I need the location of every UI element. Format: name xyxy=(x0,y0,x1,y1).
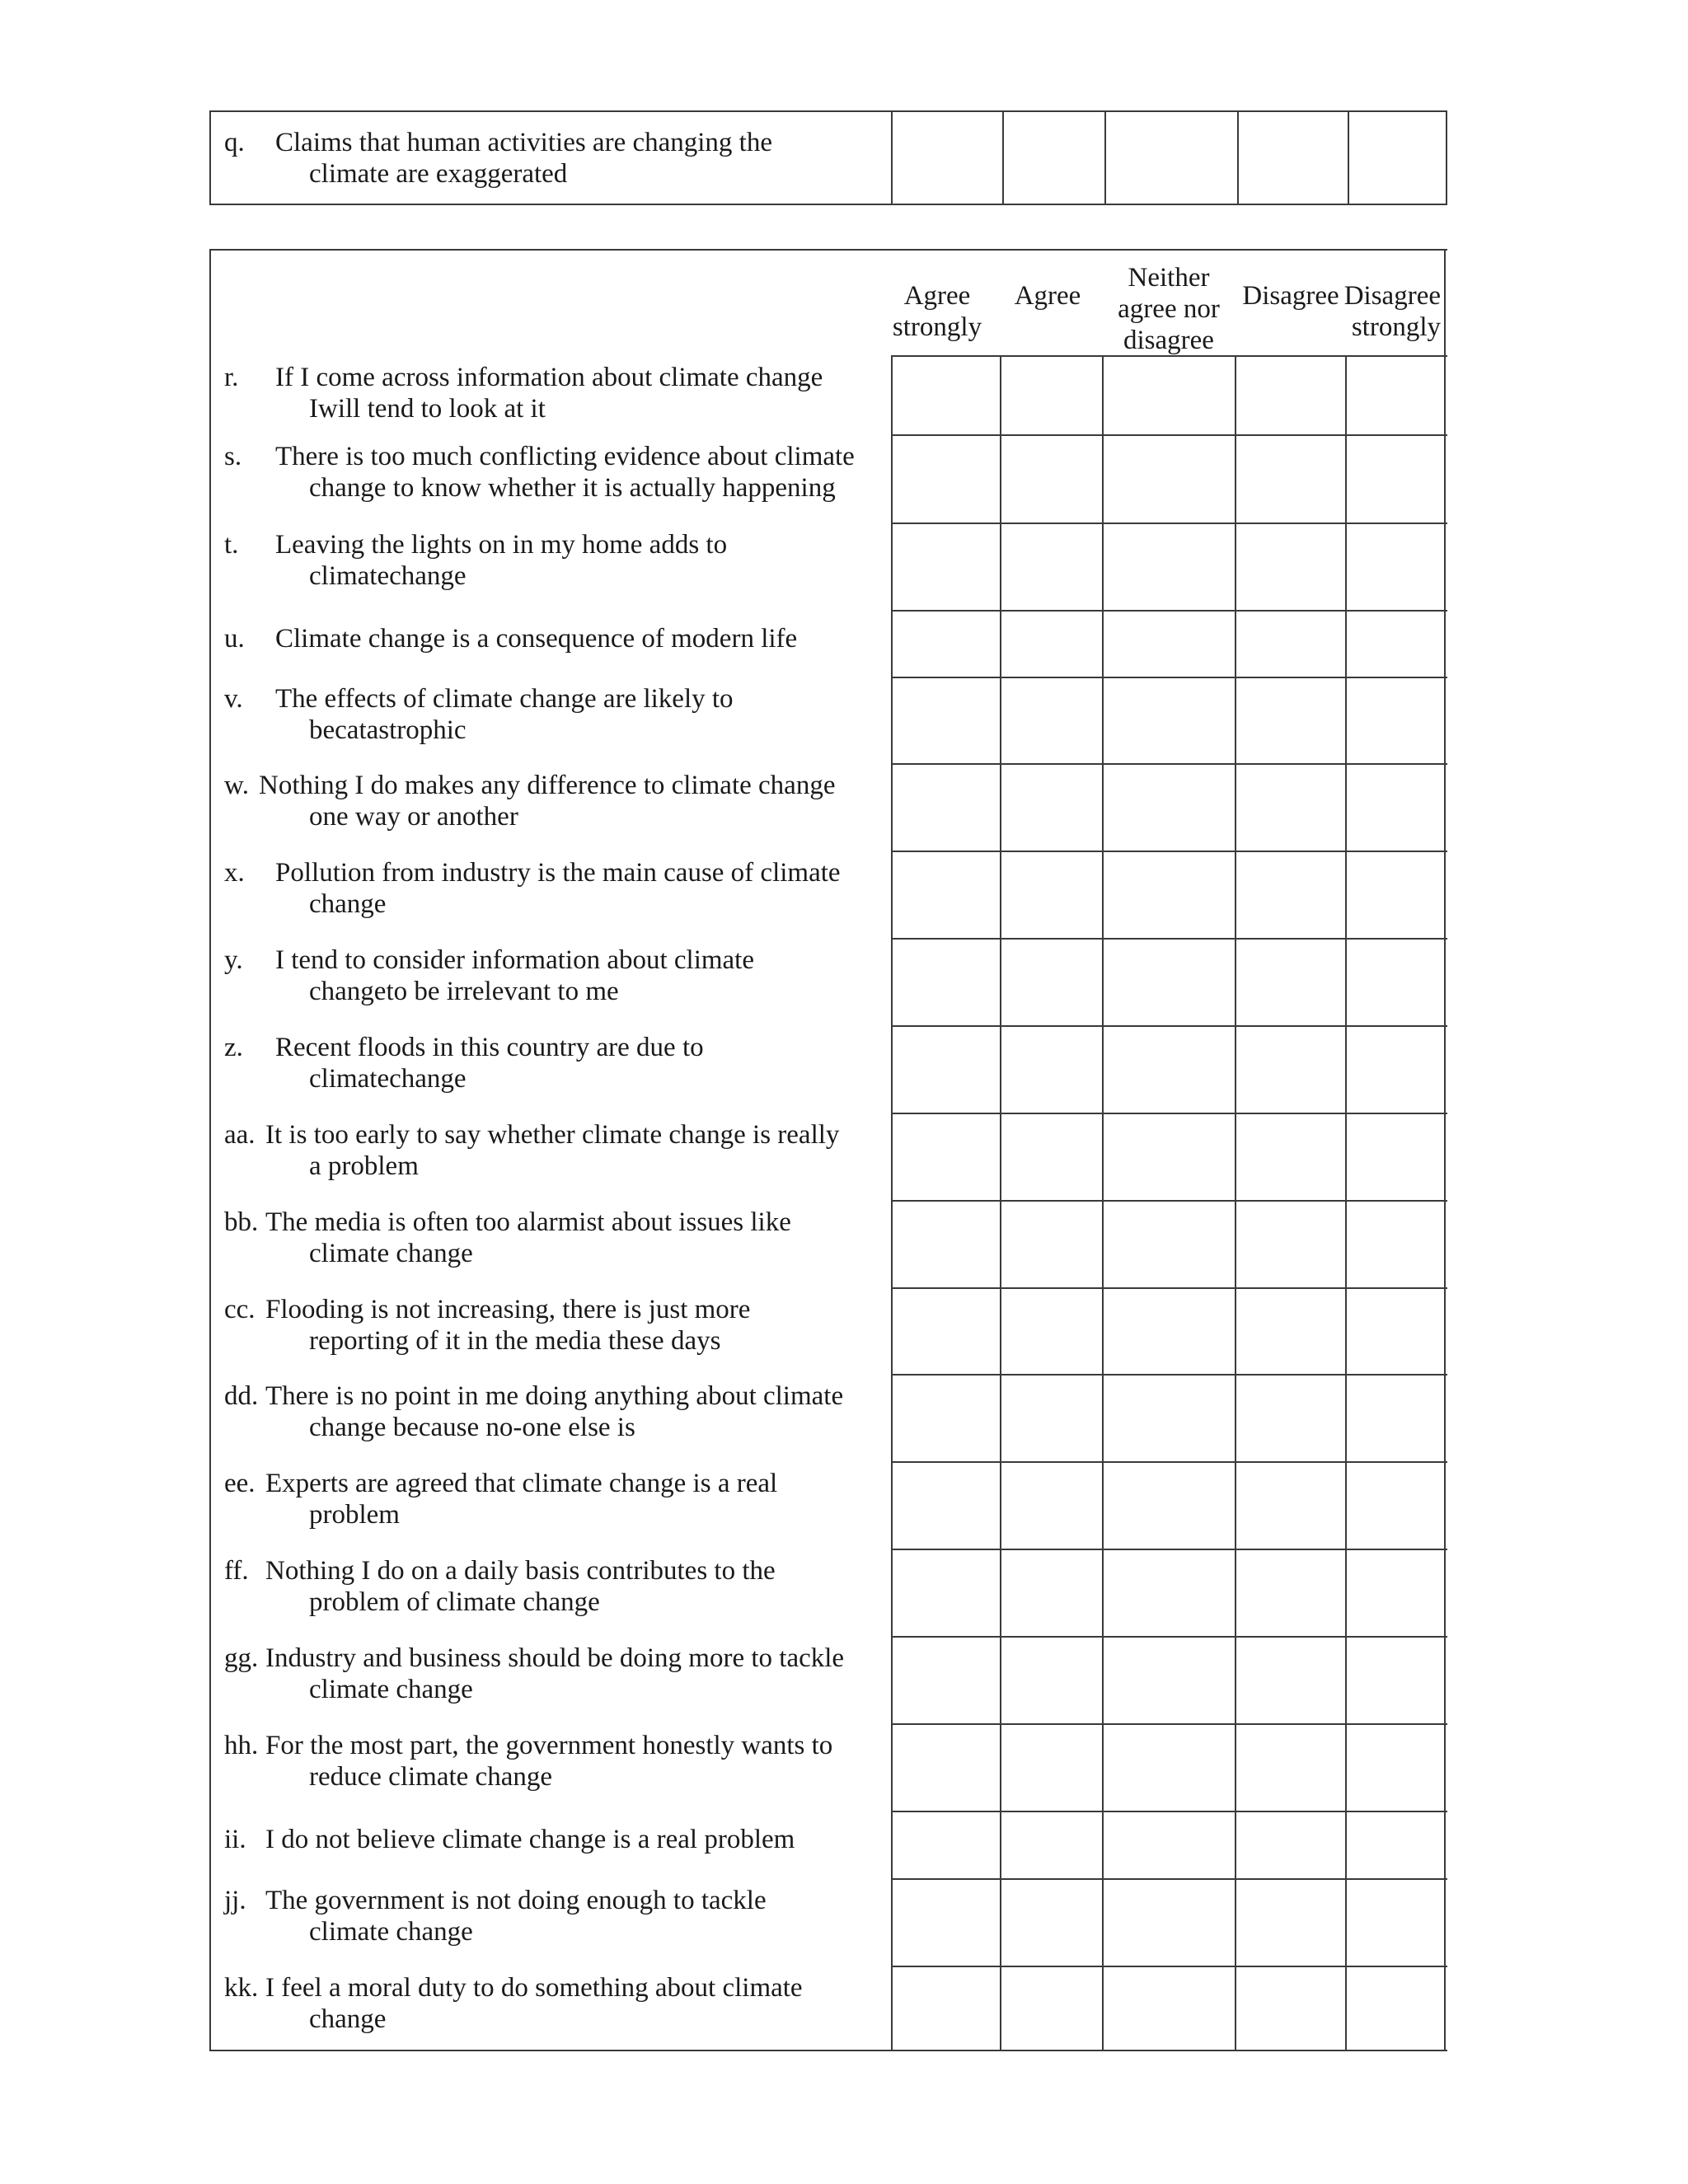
response-cell[interactable] xyxy=(1236,852,1345,938)
response-cell[interactable] xyxy=(893,612,1000,677)
response-cell-q-2[interactable] xyxy=(1004,112,1104,204)
response-cell[interactable] xyxy=(1347,1376,1444,1461)
item-text-line2: Iwill tend to look at it xyxy=(309,394,546,424)
column-header-line: agree nor xyxy=(1118,294,1220,324)
response-cell[interactable] xyxy=(1104,1550,1235,1636)
item-letter: ff. xyxy=(224,1556,249,1586)
response-cell[interactable] xyxy=(893,1114,1000,1200)
item-letter: z. xyxy=(224,1033,243,1062)
response-cell[interactable] xyxy=(1347,436,1444,523)
response-cell[interactable] xyxy=(1347,852,1444,938)
response-cell[interactable] xyxy=(1236,1550,1345,1636)
response-cell[interactable] xyxy=(1104,524,1235,610)
response-cell[interactable] xyxy=(893,1202,1000,1287)
response-cell[interactable] xyxy=(1347,1550,1444,1636)
response-cell[interactable] xyxy=(1236,612,1345,677)
item-text-line2: climate change xyxy=(309,1675,473,1704)
response-cell[interactable] xyxy=(1236,1289,1345,1374)
response-cell[interactable] xyxy=(1104,612,1235,677)
item-text-line2: climate are exaggerated xyxy=(309,159,568,189)
response-cell[interactable] xyxy=(1001,436,1102,523)
response-cell[interactable] xyxy=(1001,357,1102,434)
response-cell[interactable] xyxy=(1347,357,1444,434)
response-cell[interactable] xyxy=(1104,1880,1235,1966)
item-text-line1: Industry and business should be doing more to tackle xyxy=(265,1643,845,1673)
column-header-line: Neither xyxy=(1128,263,1210,293)
item-text-line1: Leaving the lights on in my home adds to xyxy=(275,530,728,560)
response-cell[interactable] xyxy=(1236,1967,1345,2050)
response-cell[interactable] xyxy=(1001,940,1102,1025)
response-cell[interactable] xyxy=(1104,1812,1235,1878)
item-letter: r. xyxy=(224,363,239,392)
response-cell-q-4[interactable] xyxy=(1239,112,1348,204)
response-cell[interactable] xyxy=(1236,1114,1345,1200)
response-cell[interactable] xyxy=(1347,1114,1444,1200)
item-text-line1: The effects of climate change are likely to xyxy=(275,684,734,714)
item-text-line1: It is too early to say whether climate change is really xyxy=(265,1120,840,1150)
response-cell[interactable] xyxy=(893,436,1000,523)
table-right-border xyxy=(1444,249,1446,2051)
item-text-line1: Pollution from industry is the main cause of climate xyxy=(275,858,841,888)
response-cell[interactable] xyxy=(1236,436,1345,523)
response-cell[interactable] xyxy=(1347,1967,1444,2050)
response-cell[interactable] xyxy=(1236,1812,1345,1878)
response-cell[interactable] xyxy=(1001,1967,1102,2050)
response-cell[interactable] xyxy=(1347,678,1444,763)
item-letter: u. xyxy=(224,623,245,654)
response-cell[interactable] xyxy=(1001,1202,1102,1287)
item-letter: s. xyxy=(224,442,242,471)
response-cell[interactable] xyxy=(1104,1027,1235,1113)
response-cell[interactable] xyxy=(893,1812,1000,1878)
response-cell-q-5[interactable] xyxy=(1349,112,1446,204)
response-cell[interactable] xyxy=(1347,1880,1444,1966)
response-cell[interactable] xyxy=(893,678,1000,763)
item-text-line1: There is no point in me doing anything about climate xyxy=(265,1381,844,1411)
response-cell[interactable] xyxy=(893,1376,1000,1461)
column-header-line: strongly xyxy=(1351,312,1441,342)
item-text-line2: climatechange xyxy=(309,1064,467,1094)
response-cell[interactable] xyxy=(1236,1376,1345,1461)
response-cell[interactable] xyxy=(1236,524,1345,610)
item-letter: ee. xyxy=(224,1469,256,1498)
response-cell[interactable] xyxy=(893,1880,1000,1966)
item-letter: w. xyxy=(224,771,249,800)
response-cell[interactable] xyxy=(1104,765,1235,851)
item-text-line2: change to know whether it is actually happening xyxy=(309,473,836,503)
response-cell[interactable] xyxy=(1236,678,1345,763)
response-cell[interactable] xyxy=(1236,940,1345,1025)
response-cell[interactable] xyxy=(1001,612,1102,677)
response-cell[interactable] xyxy=(1347,1725,1444,1811)
response-cell[interactable] xyxy=(1001,1725,1102,1811)
item-text-line1: Flooding is not increasing, there is just more xyxy=(265,1295,751,1324)
response-cell[interactable] xyxy=(1104,1725,1235,1811)
response-cell[interactable] xyxy=(1001,1027,1102,1113)
response-cell[interactable] xyxy=(1347,940,1444,1025)
column-header-line: Disagree xyxy=(1343,281,1441,311)
response-cell[interactable] xyxy=(1347,1638,1444,1723)
item-text-line2: change because no-one else is xyxy=(309,1413,635,1442)
item-letter: v. xyxy=(224,684,243,714)
item-letter: gg. xyxy=(224,1643,259,1673)
response-cell[interactable] xyxy=(893,1725,1000,1811)
response-cell[interactable] xyxy=(893,1638,1000,1723)
response-cell[interactable] xyxy=(1001,1638,1102,1723)
item-text-line2: one way or another xyxy=(309,802,518,832)
response-cell[interactable] xyxy=(1104,1376,1235,1461)
item-letter: hh. xyxy=(224,1731,259,1760)
response-cell[interactable] xyxy=(1001,765,1102,851)
response-cell[interactable] xyxy=(1236,1027,1345,1113)
response-cell[interactable] xyxy=(1104,1638,1235,1723)
item-text-line2: climate change xyxy=(309,1239,473,1268)
response-cell[interactable] xyxy=(1236,1880,1345,1966)
response-cell[interactable] xyxy=(1104,1289,1235,1374)
item-text-line2: problem of climate change xyxy=(309,1587,600,1617)
item-text-line1: I do not believe climate change is a real problem xyxy=(265,1825,795,1854)
response-cell[interactable] xyxy=(1347,765,1444,851)
response-cell[interactable] xyxy=(1236,357,1345,434)
response-cell[interactable] xyxy=(1347,1202,1444,1287)
table-bottom-border xyxy=(209,2050,1447,2051)
response-cell[interactable] xyxy=(1104,1202,1235,1287)
response-cell[interactable] xyxy=(893,524,1000,610)
response-cell[interactable] xyxy=(1236,1202,1345,1287)
response-cell[interactable] xyxy=(1104,852,1235,938)
response-cell[interactable] xyxy=(1104,357,1235,434)
item-text-line1: I feel a moral duty to do something about climate xyxy=(265,1973,803,2003)
item-letter: dd. xyxy=(224,1381,259,1411)
response-cell[interactable] xyxy=(1236,765,1345,851)
column-header-line: Agree xyxy=(903,281,971,311)
response-cell[interactable] xyxy=(1236,1725,1345,1811)
item-text-line1: Recent floods in this country are due to xyxy=(275,1033,704,1062)
response-cell[interactable] xyxy=(1236,1463,1345,1549)
item-letter: t. xyxy=(224,530,239,560)
top-box-column-divider xyxy=(209,110,211,205)
item-letter: x. xyxy=(224,858,245,888)
response-cell[interactable] xyxy=(1104,940,1235,1025)
item-letter: q. xyxy=(224,128,245,157)
item-text-line2: climatechange xyxy=(309,561,467,591)
table-left-border xyxy=(209,249,211,2051)
item-text-line1: For the most part, the government honestly wants to xyxy=(265,1731,833,1760)
item-text-line1: There is too much conflicting evidence about climate xyxy=(275,442,855,471)
item-text-line2: change xyxy=(309,889,387,919)
item-text-line1: Experts are agreed that climate change is a real xyxy=(265,1469,778,1498)
item-text-line1: Claims that human activities are changing the xyxy=(275,128,772,157)
column-header-line: disagree xyxy=(1123,326,1214,355)
response-cell[interactable] xyxy=(1236,1638,1345,1723)
item-letter: jj. xyxy=(224,1886,246,1915)
response-cell[interactable] xyxy=(893,1550,1000,1636)
response-cell[interactable] xyxy=(1001,1114,1102,1200)
response-cell[interactable] xyxy=(1001,1550,1102,1636)
response-cell[interactable] xyxy=(893,1027,1000,1113)
response-cell[interactable] xyxy=(1347,612,1444,677)
response-cell[interactable] xyxy=(1001,678,1102,763)
response-cell-q-1[interactable] xyxy=(893,112,1002,204)
response-cell[interactable] xyxy=(893,852,1000,938)
response-cell[interactable] xyxy=(1347,1463,1444,1549)
item-text-line1: If I come across information about climate change xyxy=(275,363,823,392)
item-letter: y. xyxy=(224,945,243,975)
response-cell[interactable] xyxy=(1347,524,1444,610)
response-cell[interactable] xyxy=(1001,1812,1102,1878)
item-letter: bb. xyxy=(224,1207,259,1237)
item-letter: cc. xyxy=(224,1295,256,1324)
item-text-line2: changeto be irrelevant to me xyxy=(309,977,619,1006)
item-text-line1: Nothing I do on a daily basis contributes to the xyxy=(265,1556,776,1586)
item-text-line2: reduce climate change xyxy=(309,1762,552,1792)
item-text-line2: climate change xyxy=(309,1917,473,1947)
top-box-column-divider xyxy=(1446,110,1447,205)
top-box-bottom-border xyxy=(209,204,1447,205)
item-letter: kk. xyxy=(224,1973,259,2003)
response-cell[interactable] xyxy=(1104,678,1235,763)
response-cell[interactable] xyxy=(1001,524,1102,610)
response-cell[interactable] xyxy=(893,357,1000,434)
item-text-line1: The government is not doing enough to tackle xyxy=(265,1886,767,1915)
column-header-line: Agree xyxy=(1014,281,1081,311)
response-cell[interactable] xyxy=(1347,1289,1444,1374)
response-cell[interactable] xyxy=(1104,1967,1235,2050)
response-cell[interactable] xyxy=(1347,1812,1444,1878)
table-top-border xyxy=(209,249,1447,251)
response-cell[interactable] xyxy=(1001,852,1102,938)
response-cell[interactable] xyxy=(1001,1463,1102,1549)
response-cell[interactable] xyxy=(893,1967,1000,2050)
item-text-line2: a problem xyxy=(309,1151,419,1181)
response-cell[interactable] xyxy=(1104,436,1235,523)
response-cell[interactable] xyxy=(1001,1289,1102,1374)
item-letter: aa. xyxy=(224,1120,256,1150)
response-cell[interactable] xyxy=(1104,1114,1235,1200)
response-cell[interactable] xyxy=(1001,1376,1102,1461)
item-text-line1: The media is often too alarmist about issues like xyxy=(265,1207,791,1237)
item-text-line1: Nothing I do makes any difference to climate change xyxy=(259,771,836,800)
item-text-line2: reporting of it in the media these days xyxy=(309,1326,721,1356)
item-text-line1: I tend to consider information about climate xyxy=(275,945,754,975)
response-cell[interactable] xyxy=(893,940,1000,1025)
response-cell[interactable] xyxy=(1347,1027,1444,1113)
item-text-line2: becatastrophic xyxy=(309,715,467,745)
item-text-line2: problem xyxy=(309,1500,400,1530)
response-cell-q-3[interactable] xyxy=(1106,112,1237,204)
item-letter: ii. xyxy=(224,1825,246,1854)
column-header-line: strongly xyxy=(892,312,982,342)
response-cell[interactable] xyxy=(893,1289,1000,1374)
response-cell[interactable] xyxy=(1001,1880,1102,1966)
response-cell[interactable] xyxy=(1104,1463,1235,1549)
response-cell[interactable] xyxy=(893,1463,1000,1549)
response-cell[interactable] xyxy=(893,765,1000,851)
item-text-line1: Climate change is a consequence of modern life xyxy=(275,623,798,654)
column-header-line: Disagree xyxy=(1242,281,1339,311)
item-text-line2: change xyxy=(309,2004,387,2034)
